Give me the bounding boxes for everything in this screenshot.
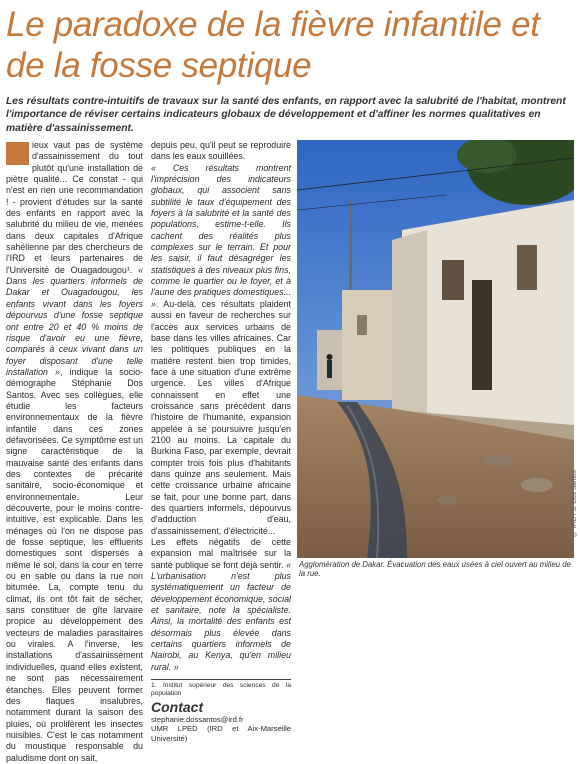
text-span: . Au-delà, ces résultats plaident aussi en faveur de recherches sur l'accès aux services urbains de base dans les villes africaines. Car les politiques publiques en la matière restent bien trop timides, face à une situation d'une extrême urgence. Les villes d'Afrique connaissent en effet une croissance sans précédent dans l'histoire de l'humanité, expansion appelée à se poursuivre jusqu'en 2100 au moins. La capitale du Burkina Faso, par exemple, devrait compter trois fois plus d'habitants dans quinze ans seulement. Mais cette croissance urbaine africaine se fait, pour une bonne part, dans des quartiers informels, dépourvus d'adduction d'eau, d'assainissement, d'électricité... [151, 298, 291, 536]
footnote: 1. Institut supérieur des sciences de la population [151, 682, 291, 698]
text-span: ieux vaut pas de système d'assainissement du tout plutôt qu'une installation de piètre qualité... Ce constat - qui n'est en rien une recommandation ! - provient d'études sur la santé des enfants en rapport avec la salubrité du milieu de vie, menées dans deux capitales d'Afrique sahélienne par des chercheurs de l'IRD et leurs partenaires de l'Université de Ouagadougou¹. [6, 140, 143, 275]
drop-cap-block [6, 142, 29, 165]
text-span: , indique la socio-démographe Stéphanie Dos Santos. Avec ses collègues, elle étudie les facteurs environnementaux de la fièvre infantile dans ces zones défavorisées. Ce symptôme est un signe caractéristique de la mauvaise santé des enfants dans des contextes de précarité sanitaire, socio-économique et environnementale. Leur découverte, pour le moins contre-intuitive, est explicable. Dans les ménages où l'on ne dispose pas de fosse septique, les effluents domestiques sont dispersés à même le sol, dans la cour en terre ou en sable ou dans la rue non bitumée. La, compte tenu du climat, ils ont tôt fait de sécher, sans constituer de gîte larvaire propice au développement des vecteurs de maladies parasitaires ou virales. A l'inverse, les installations d'assainissement individuelles, quand elles existent, ne sont pas nécessairement étanches. Elles peuvent former des flaques insalubres, notamment durant la saison des pluies, où prolifèrent les insectes nuisibles. C'est le cas notamment du moustique responsable du paludisme dont on sait, [6, 366, 143, 763]
text-span: Les effets négatifs de cette expansion mal maîtrisée sur la santé publique se font déjà sentir. [151, 537, 291, 570]
article-title: Le paradoxe de la fièvre infantile et de la fosse septique [6, 5, 540, 85]
quote: « Ces résultats montrent l'imprécision des indicateurs globaux, qui associent sans subtilité le taux d'équipement des foyers à la salubrité et la santé des populations, estime-t-elle. Ils cachent des réalités plus complexes sur le terrain. Et pour les saisir, il faut désagréger les statistiques à des niveaux plus fins, comme le quartier ou le foyer, et à l'aune des pratiques domestiques... » [151, 162, 291, 309]
paragraph: depuis peu, qu'il peut se reproduire dans les eaux souillées. [151, 140, 291, 162]
footnote-divider [151, 679, 291, 680]
paragraph [151, 163, 291, 537]
quote: « L'urbanisation n'est plus systématiquement un facteur de développement économique, social et sanitaire, note la spécialiste. Ainsi, la mortalité des enfants est désormais plus élevée dans certains quartiers informels de Nairobi, au Kenya, qu'en milieu rural. » [151, 559, 291, 672]
photo-caption: Agglomération de Dakar. Évacuation des eaux usées à ciel ouvert au milieu de la rue. [299, 560, 571, 579]
street-photo [297, 140, 574, 558]
contact-heading: Contact [151, 699, 204, 716]
article-lead: Les résultats contre-intuitifs de travaux sur la santé des enfants, en rapport avec la salubrité de l'habitat, montrent l'importance de réviser certains indicateurs globaux de développement et d'affiner les normes qualitatives en matière d'assainissement. [6, 96, 566, 134]
text-column-1 [6, 140, 143, 764]
street-photo-illustration [297, 140, 574, 558]
paragraph [151, 537, 291, 673]
photo-credit: © IRD / S. Dos Santos [571, 470, 578, 537]
contact-unit: UMR LPED (IRD et Aix-Marseille Université) [151, 724, 291, 743]
contact-email[interactable]: stephanie.dossantos@ird.fr [151, 715, 244, 725]
quote: « Dans les quartiers informels de Dakar et Ouagadougou, les enfants vivant dans les foyers dépourvus d'une fosse septique ont entre 20 et 40 % moins de risque d'avoir eu une fièvre, comparés à ceux vivant dans un foyer disposant d'une telle installation » [6, 264, 143, 377]
text-column-2 [151, 140, 291, 743]
paragraph [6, 140, 143, 764]
